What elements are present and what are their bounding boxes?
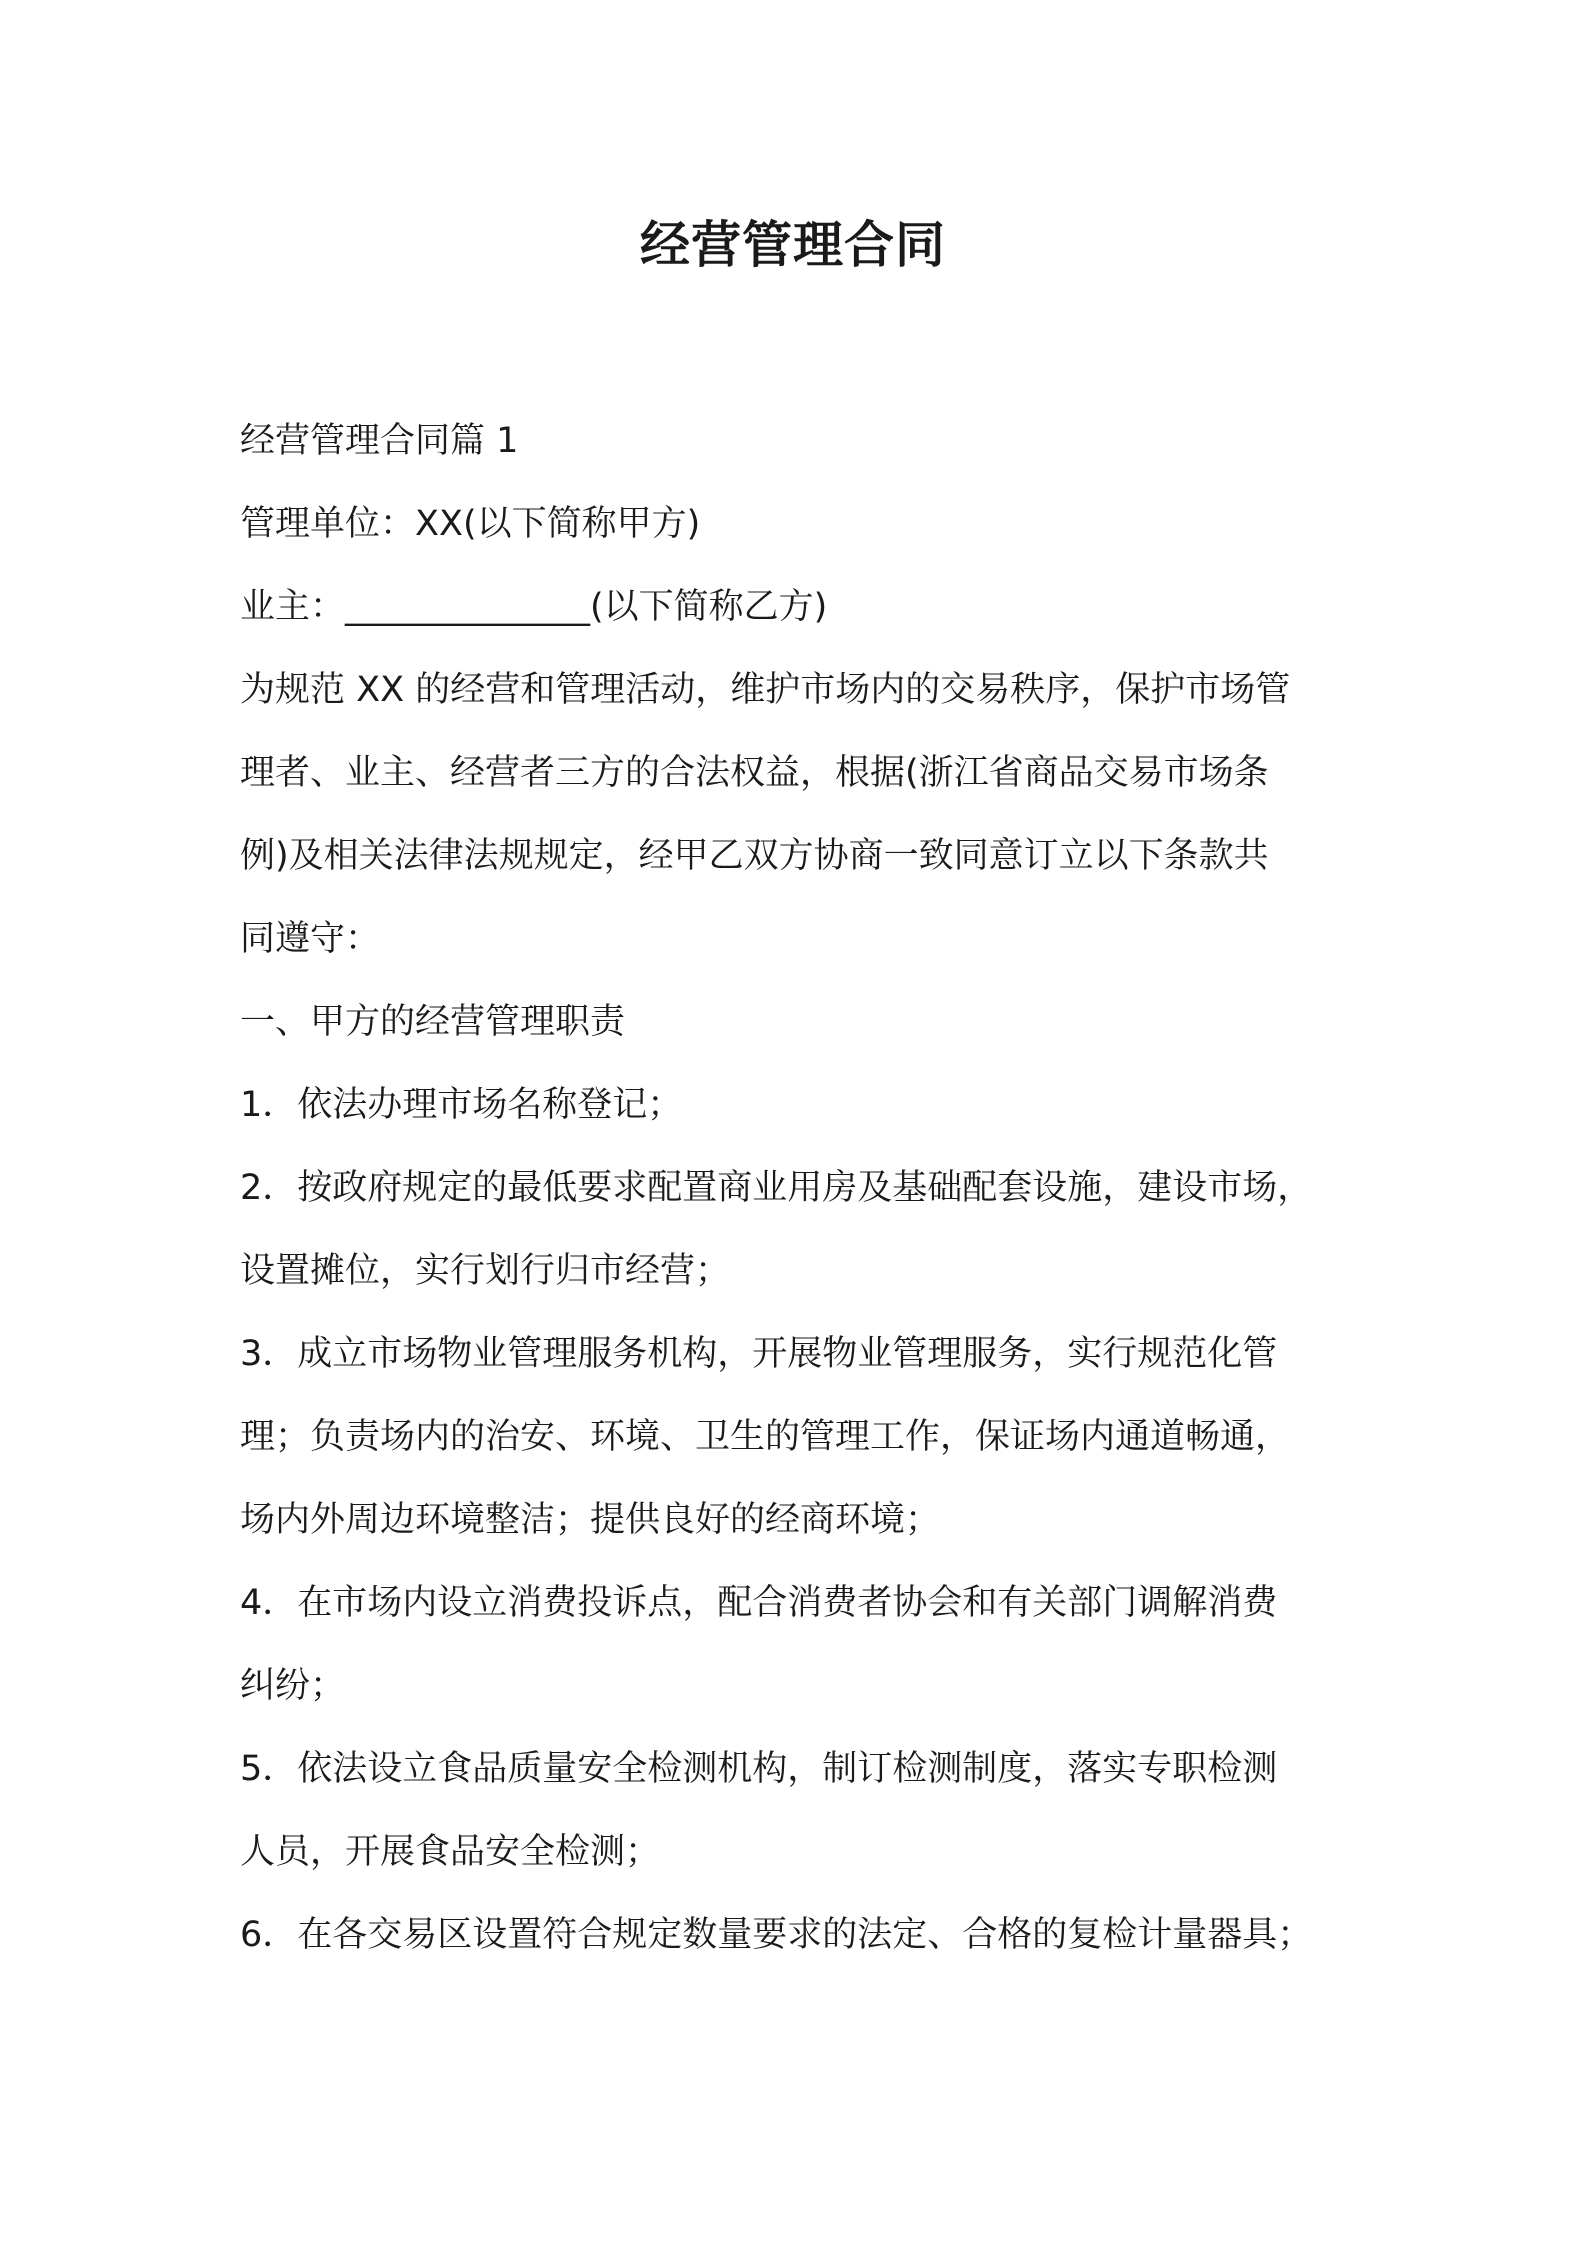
contract-subtitle: 经营管理合同篇 1	[240, 421, 519, 461]
list-item-line: 1．依法办理市场名称登记；	[240, 1085, 683, 1125]
list-item	[240, 1728, 1380, 1894]
intro-line: 例)及相关法律法规规定，经甲乙双方协商一致同意订立以下条款共	[240, 836, 1269, 876]
list-item-line: 4．在市场内设立消费投诉点，配合消费者协会和有关部门调解消费	[240, 1583, 1278, 1623]
party-a-line: 管理单位：XX(以下简称甲方)	[240, 504, 701, 544]
list-item	[240, 1313, 1380, 1562]
list-item-line: 纠纷；	[240, 1666, 346, 1706]
document-title: 经营管理合同	[640, 216, 946, 274]
party-b-line: 业主：______________(以下简称乙方)	[240, 587, 828, 627]
document-body	[240, 400, 1380, 1977]
list-item	[240, 1147, 1380, 1313]
list-item-line: 场内外周边环境整洁；提供良好的经商环境；	[240, 1500, 941, 1540]
intro-line: 理者、业主、经营者三方的合法权益，根据(浙江省商品交易市场条	[240, 753, 1269, 793]
intro-line: 同遵守：	[240, 919, 381, 959]
list-item	[240, 1894, 1380, 1977]
intro-paragraph	[240, 649, 1380, 981]
list-item	[240, 1562, 1380, 1728]
list-item-line: 理；负责场内的治安、环境、卫生的管理工作，保证场内通道畅通，	[240, 1417, 1291, 1457]
section-heading: 一、甲方的经营管理职责	[240, 1002, 626, 1042]
list-item-line: 5．依法设立食品质量安全检测机构，制订检测制度，落实专职检测	[240, 1749, 1278, 1789]
intro-line: 为规范 XX 的经营和管理活动，维护市场内的交易秩序，保护市场管	[240, 670, 1291, 710]
list-item-line: 6．在各交易区设置符合规定数量要求的法定、合格的复检计量器具；	[240, 1915, 1313, 1955]
list-item-line: 人员，开展食品安全检测；	[240, 1832, 661, 1872]
list-item-line: 3．成立市场物业管理服务机构，开展物业管理服务，实行规范化管	[240, 1334, 1278, 1374]
list-item-line: 2．按政府规定的最低要求配置商业用房及基础配套设施，建设市场，	[240, 1168, 1313, 1208]
list-item-line: 设置摊位，实行划行归市经营；	[240, 1251, 731, 1291]
list-item	[240, 1064, 1380, 1147]
